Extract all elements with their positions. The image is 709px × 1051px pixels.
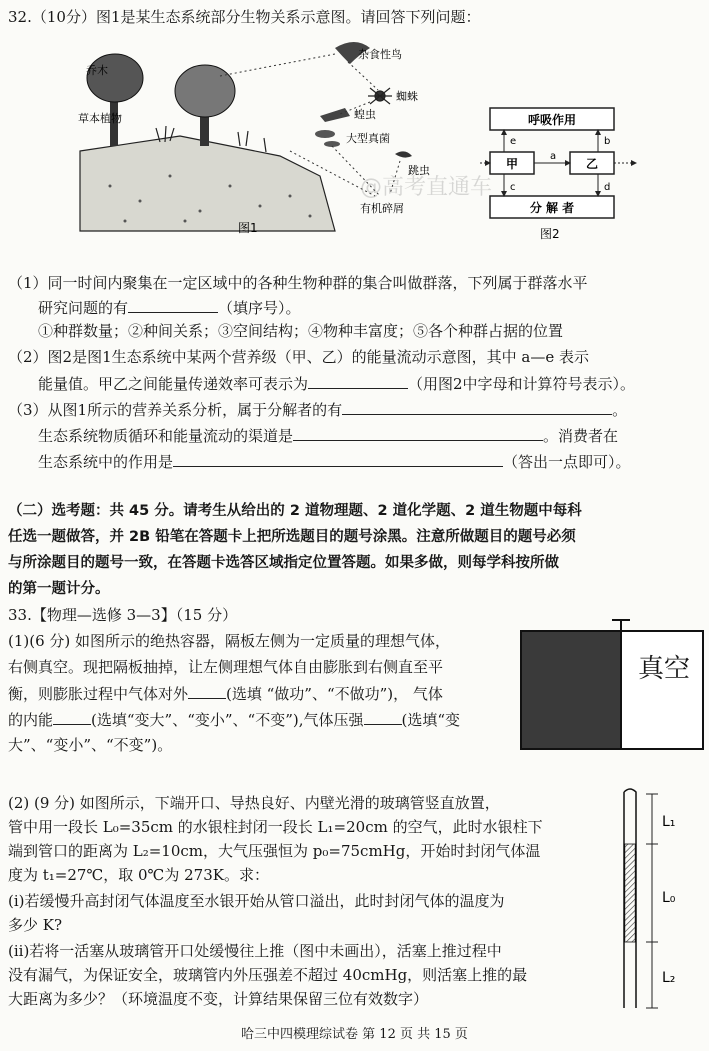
spider-icon [368, 88, 392, 104]
figure-2-caption: 图2 [540, 227, 560, 241]
springtail-icon [395, 151, 412, 157]
label-tree: 乔木 [86, 64, 108, 77]
section2-line4: 的第一题计分。 [8, 581, 110, 597]
answer-blank-s1[interactable] [128, 296, 218, 313]
q32-s2-line2: 能量值。甲乙之间能量传递效率可表示为 （用图2中字母和计算符号表示）。 [38, 372, 635, 395]
q33-p2-line1: (2) (9 分) 如图所示，下端开口、导热良好、内壁光滑的玻璃管竖直放置， [8, 794, 500, 812]
answer-blank-internal-energy[interactable] [53, 708, 91, 725]
grasshopper-icon [320, 108, 350, 122]
label-herbaceous-plant: 草本植物 [78, 112, 122, 125]
letter-d: d [604, 182, 611, 193]
q33-p2-i-line2: 多少 K? [8, 916, 63, 934]
q33-p1-line2: 右侧真空。现把隔板抽掉，让左侧理想气体自由膨胀到右侧直至平 [8, 658, 444, 676]
q32-s3-line3: 生态系统中的作用是 （答出一点即可）。 [38, 450, 631, 473]
q33-p1-line5: 大”、“变小”、“不变”)。 [8, 736, 173, 754]
q32-s2-line1: （2）图2是图1生态系统中某两个营养级（甲、乙）的能量流动示意图，其中 a—e 表示 [8, 348, 589, 366]
section2-line3: 与所涂题目的题号一致，在答题卡选答区域指定位置答题。如果多做，则每学科按所做 [8, 555, 559, 571]
q32-s3-line2: 生态系统物质循环和能量流动的渠道是 。消费者在 [38, 424, 618, 447]
box-jia-label: 甲 [505, 157, 519, 171]
insulated-container [520, 630, 704, 750]
section2-line1: （二）选考题：共 45 分。请考生从给出的 2 道物理题、2 道化学题、2 道生物题中每科 [8, 503, 582, 519]
partition-handle[interactable] [612, 619, 630, 621]
label-large-fungi: 大型真菌 [346, 132, 390, 145]
section2-line2: 任选一题做答，并 2B 铅笔在答题卡上把所选题目的题号涂黑。注意所做题目的题号必须 [8, 529, 576, 545]
page-footer: 哈三中四模理综试卷 第 12 页 共 15 页 [241, 1027, 468, 1042]
answer-blank-pressure[interactable] [364, 708, 402, 725]
q32-s1-options: ①种群数量；②种间关系；③空间结构；④物种丰富度；⑤各个种群占据的位置 [38, 322, 564, 340]
q33-header: 33.【物理—选修 3—3】（15 分） [8, 606, 238, 624]
label-L1: L₁ [662, 814, 676, 830]
label-omnivorous-bird: 杂食性鸟 [358, 48, 402, 61]
answer-blank-s3c[interactable] [173, 450, 503, 467]
q33-p2-i-line1: (i)若缓慢升高封闭气体温度至水银开始从管口溢出，此时封闭气体的温度为 [8, 892, 505, 910]
fungi-icon [315, 130, 340, 147]
label-spider: 蜘蛛 [396, 90, 418, 103]
figure-2-energy-flow [480, 106, 640, 246]
q33-p1-line4: 的内能 (选填“变大”、“变小”、“不变”),气体压强 (选填“变 [8, 708, 460, 731]
box-decomposer-label: 分 解 者 [529, 201, 575, 215]
q33-p2-ii-line3: 大距离为多少？（环境温度不变，计算结果保留三位有效数字） [8, 990, 429, 1008]
q32-s1-line2: 研究问题的有 （填序号）。 [38, 296, 301, 319]
q33-p2-line2: 管中用一段长 L₀=35cm 的水银柱封闭一段长 L₁=20cm 的空气，此时水银柱下 [8, 818, 543, 836]
answer-blank-s2[interactable] [308, 372, 408, 389]
label-L0: L₀ [662, 890, 676, 906]
box-respiration-label: 呼吸作用 [527, 113, 577, 127]
answer-blank-s3a[interactable] [342, 398, 612, 415]
label-springtail: 跳虫 [408, 164, 430, 177]
answer-blank-work[interactable] [188, 682, 226, 699]
letter-e: e [510, 136, 517, 147]
letter-c: c [510, 182, 516, 193]
q33-p2-ii-line2: 没有漏气，为保证安全，玻璃管内外压强差不超过 40cmHg，则活塞上推的最 [8, 966, 528, 984]
label-L2: L₂ [662, 970, 676, 986]
label-organic-detritus: 有机碎屑 [360, 202, 404, 215]
mercury-column [625, 844, 635, 942]
dimension-lines [646, 794, 658, 1008]
box-yi-label: 乙 [585, 157, 599, 171]
q33-p2-line4: 度为 t₁=27℃，取 0℃为 273K。求： [8, 866, 269, 884]
vacuum-label: 真空 [637, 654, 690, 684]
q33-p2-line3: 端到管口的距离为 L₂=10cm，大气压强恒为 p₀=75cmHg，开始时封闭气体温 [8, 842, 541, 860]
q33-p2-ii-line1: (ii)若将一活塞从玻璃管开口处缓慢往上推（图中未画出），活塞上推过程中 [8, 942, 502, 960]
q32-header: 32.（10分）图1是某生态系统部分生物关系示意图。请回答下列问题： [8, 8, 481, 26]
figure-1-caption: 图1 [238, 221, 258, 235]
figure-1-ecosystem [70, 36, 460, 236]
letter-b: b [604, 136, 611, 147]
soil-area [80, 136, 335, 231]
glass-tube-figure [612, 786, 692, 1012]
watermark: @高考直通车 [360, 175, 493, 200]
q32-s1-line1: （1）同一时间内聚集在一定区域中的各种生物种群的集合叫做群落，下列属于群落水平 [8, 274, 588, 292]
tree-right [175, 65, 235, 146]
q33-p1-line1: (1)(6 分) 如图所示的绝热容器，隔板左侧为一定质量的理想气体， [8, 632, 451, 650]
answer-blank-s3b[interactable] [293, 424, 543, 441]
partition [620, 620, 622, 748]
gas-region [522, 632, 620, 748]
q32-s3-line1: （3）从图1所示的营养关系分析，属于分解者的有 。 [8, 398, 627, 421]
label-grasshopper: 蝗虫 [354, 108, 376, 121]
letter-a: a [550, 151, 557, 162]
q33-p1-line3: 衡，则膨胀过程中气体对外 (选填 “做功”、“不做功”)， 气体 [8, 682, 443, 705]
